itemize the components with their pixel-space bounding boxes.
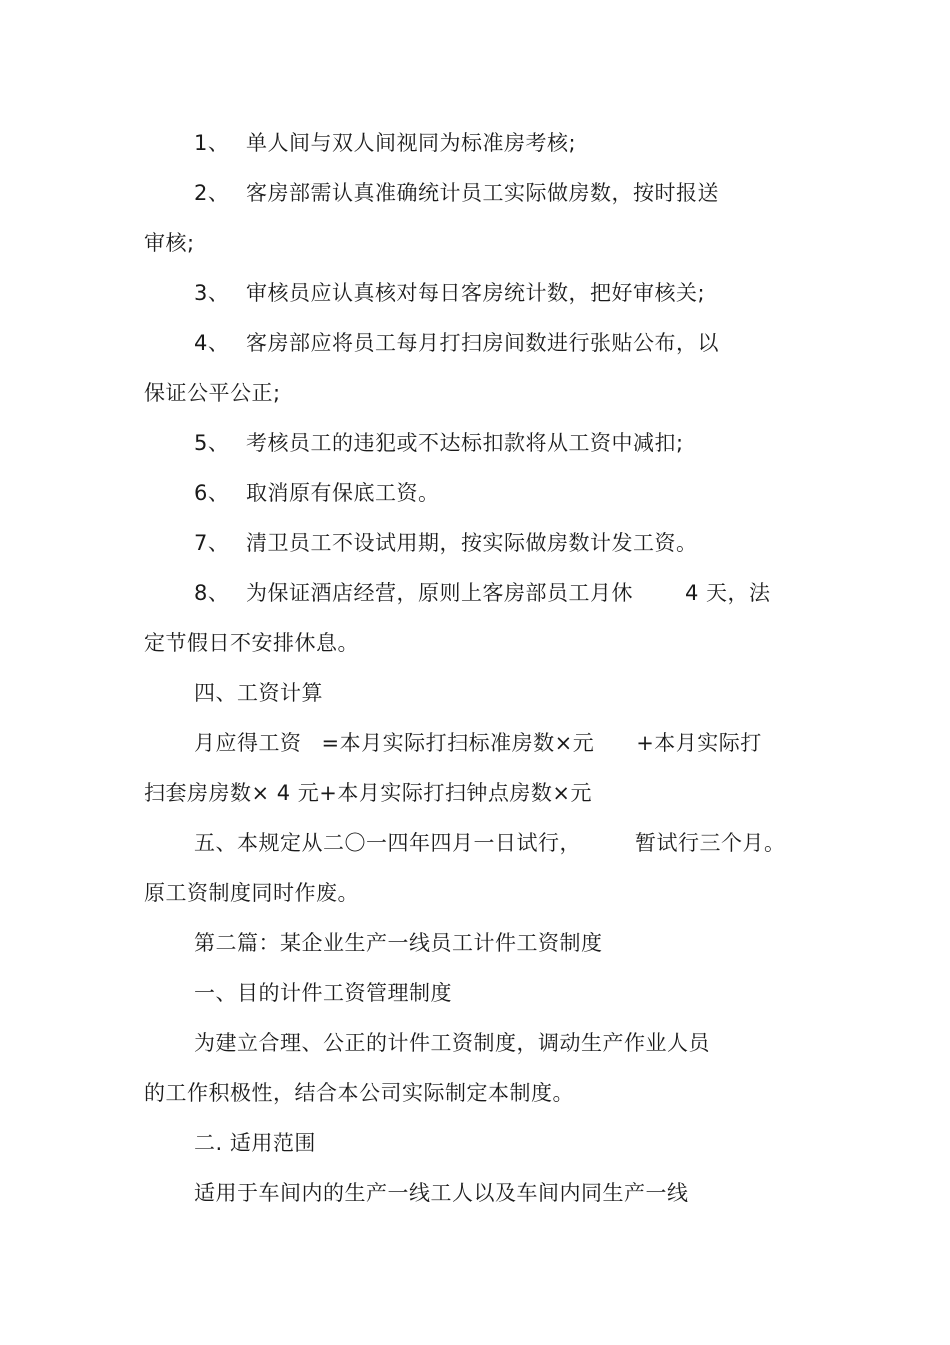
item-number: 1、 (194, 131, 230, 155)
heading-text: 二. 适用范围 (194, 1131, 316, 1155)
item-number: 7、 (194, 531, 230, 555)
item-number: 2、 (194, 181, 230, 205)
line-text-tail: 暂试行三个月。 (635, 831, 786, 855)
item-number: 4、 (194, 331, 230, 355)
effective-date-line (194, 829, 786, 857)
list-item-7 (194, 529, 698, 557)
item-text: 为保证酒店经营，原则上客房部员工月休 (246, 581, 633, 605)
formula-line (194, 729, 762, 757)
chapter-title (194, 929, 603, 957)
list-item-1 (194, 129, 576, 157)
continuation-line (144, 1079, 574, 1107)
section-heading-purpose (194, 979, 452, 1007)
line-text: 适用于车间内的生产一线工人以及车间内同生产一线 (194, 1181, 689, 1205)
line-text: 定节假日不安排休息。 (144, 631, 359, 655)
line-text: 原工资制度同时作废。 (144, 881, 359, 905)
formula-label: 月应得工资 (194, 731, 302, 755)
heading-text: 一、目的计件工资管理制度 (194, 981, 452, 1005)
formula-continuation (144, 779, 592, 807)
paragraph-line (194, 1029, 710, 1057)
formula-term-1: =本月实际打扫标准房数×元 (321, 731, 595, 755)
formula-term-2: +本月实际打 (636, 731, 762, 755)
line-text: 的工作积极性，结合本公司实际制定本制度。 (144, 1081, 574, 1105)
item-number: 6、 (194, 481, 230, 505)
item-number: 5、 (194, 431, 230, 455)
list-item-6 (194, 479, 440, 507)
list-item-2 (194, 179, 719, 207)
item-text: 客房部需认真准确统计员工实际做房数，按时报送 (246, 181, 719, 205)
item-number: 3、 (194, 281, 230, 305)
section-heading-wage-calculation (194, 679, 323, 707)
list-item-4 (194, 329, 719, 357)
item-number: 8、 (194, 581, 230, 605)
item-text-tail: 4 天，法 (685, 581, 771, 605)
line-text: 保证公平公正; (144, 381, 281, 405)
chapter-title-text: 第二篇：某企业生产一线员工计件工资制度 (194, 931, 603, 955)
item-text: 客房部应将员工每月打扫房间数进行张贴公布，以 (246, 331, 719, 355)
continuation-line (144, 879, 359, 907)
item-text: 取消原有保底工资。 (246, 481, 440, 505)
section-heading-scope (194, 1129, 316, 1157)
paragraph-line (194, 1179, 689, 1207)
line-text: 为建立合理、公正的计件工资制度，调动生产作业人员 (194, 1031, 710, 1055)
line-text: 五、本规定从二〇一四年四月一日试行， (194, 831, 581, 855)
line-text: 扫套房房数× 4 元+本月实际打扫钟点房数×元 (144, 781, 592, 805)
continuation-line (144, 229, 195, 257)
list-item-5 (194, 429, 684, 457)
line-text: 审核; (144, 231, 195, 255)
list-item-8 (194, 579, 771, 607)
item-text: 考核员工的违犯或不达标扣款将从工资中减扣; (246, 431, 684, 455)
heading-text: 四、工资计算 (194, 681, 323, 705)
item-text: 审核员应认真核对每日客房统计数，把好审核关; (246, 281, 706, 305)
continuation-line (144, 379, 281, 407)
list-item-3 (194, 279, 705, 307)
item-text: 单人间与双人间视同为标准房考核; (246, 131, 577, 155)
continuation-line (144, 629, 359, 657)
item-text: 清卫员工不设试用期，按实际做房数计发工资。 (246, 531, 698, 555)
